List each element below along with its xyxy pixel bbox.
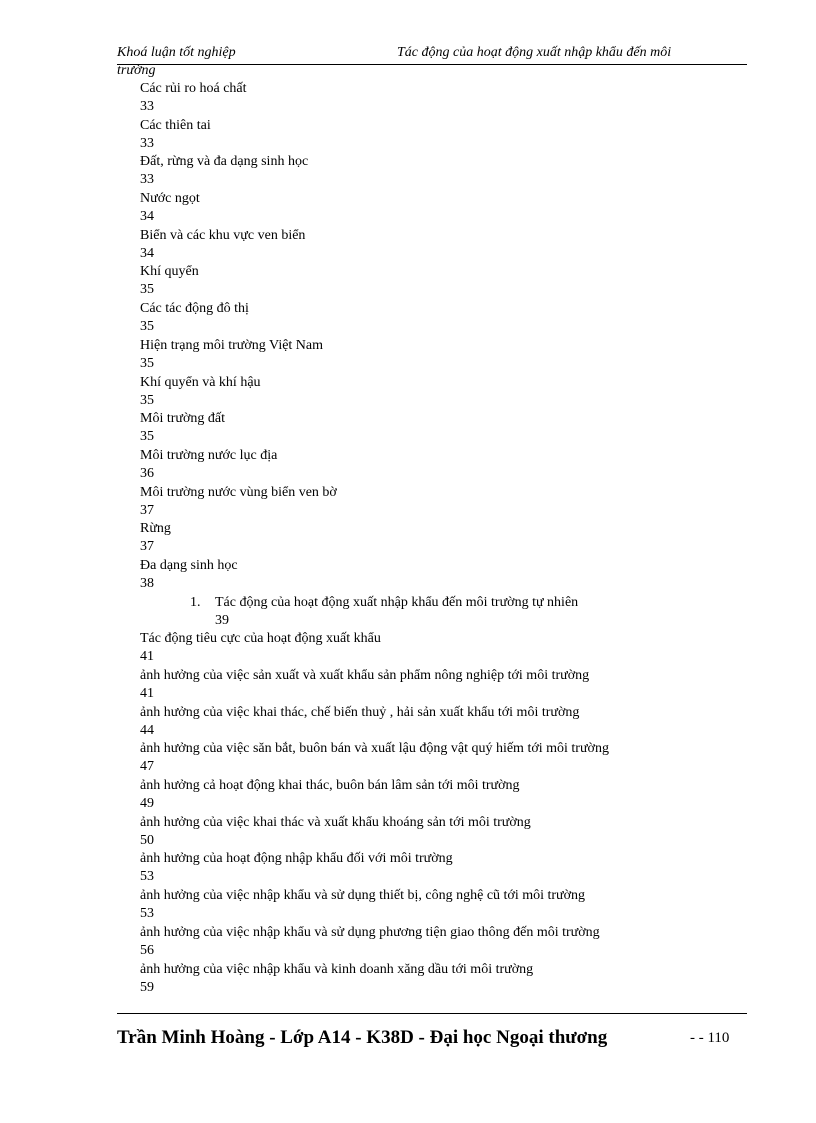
- toc-entry: [0, 557, 816, 594]
- toc-entry-title: Rừng: [140, 521, 171, 537]
- toc-entry: [0, 520, 816, 557]
- footer-author: Trần Minh Hoàng - Lớp A14 - K38D - Đại học Ngoại thương: [117, 1027, 608, 1048]
- toc-entry: [0, 961, 816, 998]
- running-header-left: Khoá luận tốt nghiệp: [117, 45, 236, 60]
- toc-entry-title: ảnh hưởng cả hoạt động khai thác, buôn bán lâm sản tới môi trường: [140, 778, 520, 794]
- toc-entry-page: 56: [140, 942, 154, 958]
- toc-entry-page: 34: [140, 245, 154, 261]
- toc-entry: [0, 263, 816, 300]
- toc-entry-title: ảnh hưởng của việc nhập khẩu và sử dụng phương tiện giao thông đến môi trường: [140, 924, 600, 940]
- toc-entry: [0, 300, 816, 337]
- toc-entry-page: 33: [140, 135, 154, 151]
- toc-entry: [0, 667, 816, 704]
- toc-entry: [0, 447, 816, 484]
- toc-entry-title: Các tác động đô thị: [140, 301, 249, 317]
- table-of-contents: [0, 80, 816, 997]
- toc-entry-page: 35: [140, 355, 154, 371]
- toc-entry: [0, 374, 816, 411]
- toc-entry: [0, 153, 816, 190]
- toc-entry-title: Tác động tiêu cực của hoạt động xuất khẩu: [140, 631, 381, 647]
- toc-entry-page: 35: [140, 429, 154, 445]
- toc-entry-page: 33: [140, 99, 154, 114]
- toc-entry-page: 50: [140, 832, 154, 848]
- toc-entry-title: Môi trường nước lục địa: [140, 447, 278, 463]
- toc-entry-page: 37: [140, 539, 154, 555]
- toc-entry: [0, 740, 816, 777]
- footer-divider: [117, 1013, 747, 1014]
- toc-entry-title: Nước ngọt: [140, 191, 200, 207]
- toc-entry-title: Đa dạng sinh học: [140, 557, 238, 573]
- toc-entry: [0, 887, 816, 924]
- toc-entry-title: Khí quyển và khí hậu: [140, 374, 261, 390]
- toc-entry: [0, 850, 816, 887]
- toc-entry: [0, 924, 816, 961]
- toc-entry-title: Môi trường nước vùng biển ven bờ: [140, 484, 337, 500]
- toc-entry-page: 38: [140, 575, 154, 591]
- toc-entry-title: ảnh hưởng của việc nhập khẩu và kinh doanh xăng dầu tới môi trường: [140, 961, 534, 977]
- toc-entry-title: Tác động của hoạt động xuất nhập khẩu đến môi trường tự nhiên: [215, 594, 579, 610]
- toc-entry-page: 37: [140, 502, 154, 518]
- toc-entry-title: Đất, rừng và đa dạng sinh học: [140, 154, 309, 170]
- toc-entry: [0, 410, 816, 447]
- toc-entry: [0, 814, 816, 851]
- toc-entry-page: 41: [140, 649, 154, 665]
- toc-entry-title: ảnh hưởng của việc săn bắt, buôn bán và xuất lậu động vật quý hiếm tới môi trường: [140, 741, 609, 757]
- toc-entry-page: 35: [140, 392, 154, 408]
- toc-entry-title: Khí quyển: [140, 264, 199, 280]
- toc-entry-page: 41: [140, 686, 154, 701]
- running-header-right: Tác động của hoạt động xuất nhập khẩu đến môi: [397, 45, 672, 60]
- toc-entry: [0, 117, 816, 154]
- toc-entry-title: Các rủi ro hoá chất: [140, 81, 247, 96]
- toc-entry-page: 49: [140, 796, 154, 812]
- toc-entry-page: 35: [140, 319, 154, 335]
- toc-entry: [0, 484, 816, 521]
- toc-entry-title: ảnh hưởng của việc nhập khẩu và sử dụng thiết bị, công nghệ cũ tới môi trường: [140, 888, 586, 904]
- toc-entry: [0, 704, 816, 741]
- toc-entry-title: Môi trường đất: [140, 411, 225, 427]
- toc-entry: [0, 337, 816, 374]
- toc-entry-page: 53: [140, 906, 154, 922]
- toc-entry-page: 47: [140, 759, 154, 775]
- toc-entry-numbered: [0, 594, 816, 631]
- toc-entry-page: 35: [140, 282, 154, 298]
- toc-entry-page: 33: [140, 172, 154, 188]
- toc-entry-title: ảnh hưởng của hoạt động nhập khẩu đối với môi trường: [140, 851, 453, 867]
- toc-entry-page: 44: [140, 722, 154, 738]
- toc-entry-title: ảnh hưởng của việc sản xuất và xuất khẩu sản phẩm nông nghiệp tới môi trường: [140, 668, 590, 683]
- toc-entry: [0, 630, 816, 667]
- toc-entry: [0, 227, 816, 264]
- toc-entry-page: 53: [140, 869, 154, 885]
- toc-entry-page: 36: [140, 465, 154, 481]
- toc-entry: [0, 190, 816, 227]
- header-divider: [117, 64, 747, 65]
- toc-entry-title: Biển và các khu vực ven biển: [140, 227, 306, 243]
- toc-entry-number: 1.: [190, 594, 201, 610]
- toc-entry-title: Các thiên tai: [140, 117, 211, 133]
- running-header-continuation: trường: [117, 63, 156, 78]
- toc-entry-title: ảnh hưởng của việc khai thác và xuất khẩu khoáng sản tới môi trường: [140, 814, 531, 830]
- toc-entry-title: Hiện trạng môi trường Việt Nam: [140, 337, 324, 353]
- toc-entry-page: 39: [215, 612, 229, 628]
- toc-entry-page: 59: [140, 979, 154, 995]
- page-number: - - 110: [690, 1030, 730, 1046]
- toc-entry: [0, 777, 816, 814]
- toc-entry: [0, 80, 816, 117]
- toc-entry-title: ảnh hưởng của việc khai thác, chế biến thuỷ , hải sản xuất khẩu tới môi trường: [140, 704, 580, 720]
- toc-entry-page: 34: [140, 209, 154, 225]
